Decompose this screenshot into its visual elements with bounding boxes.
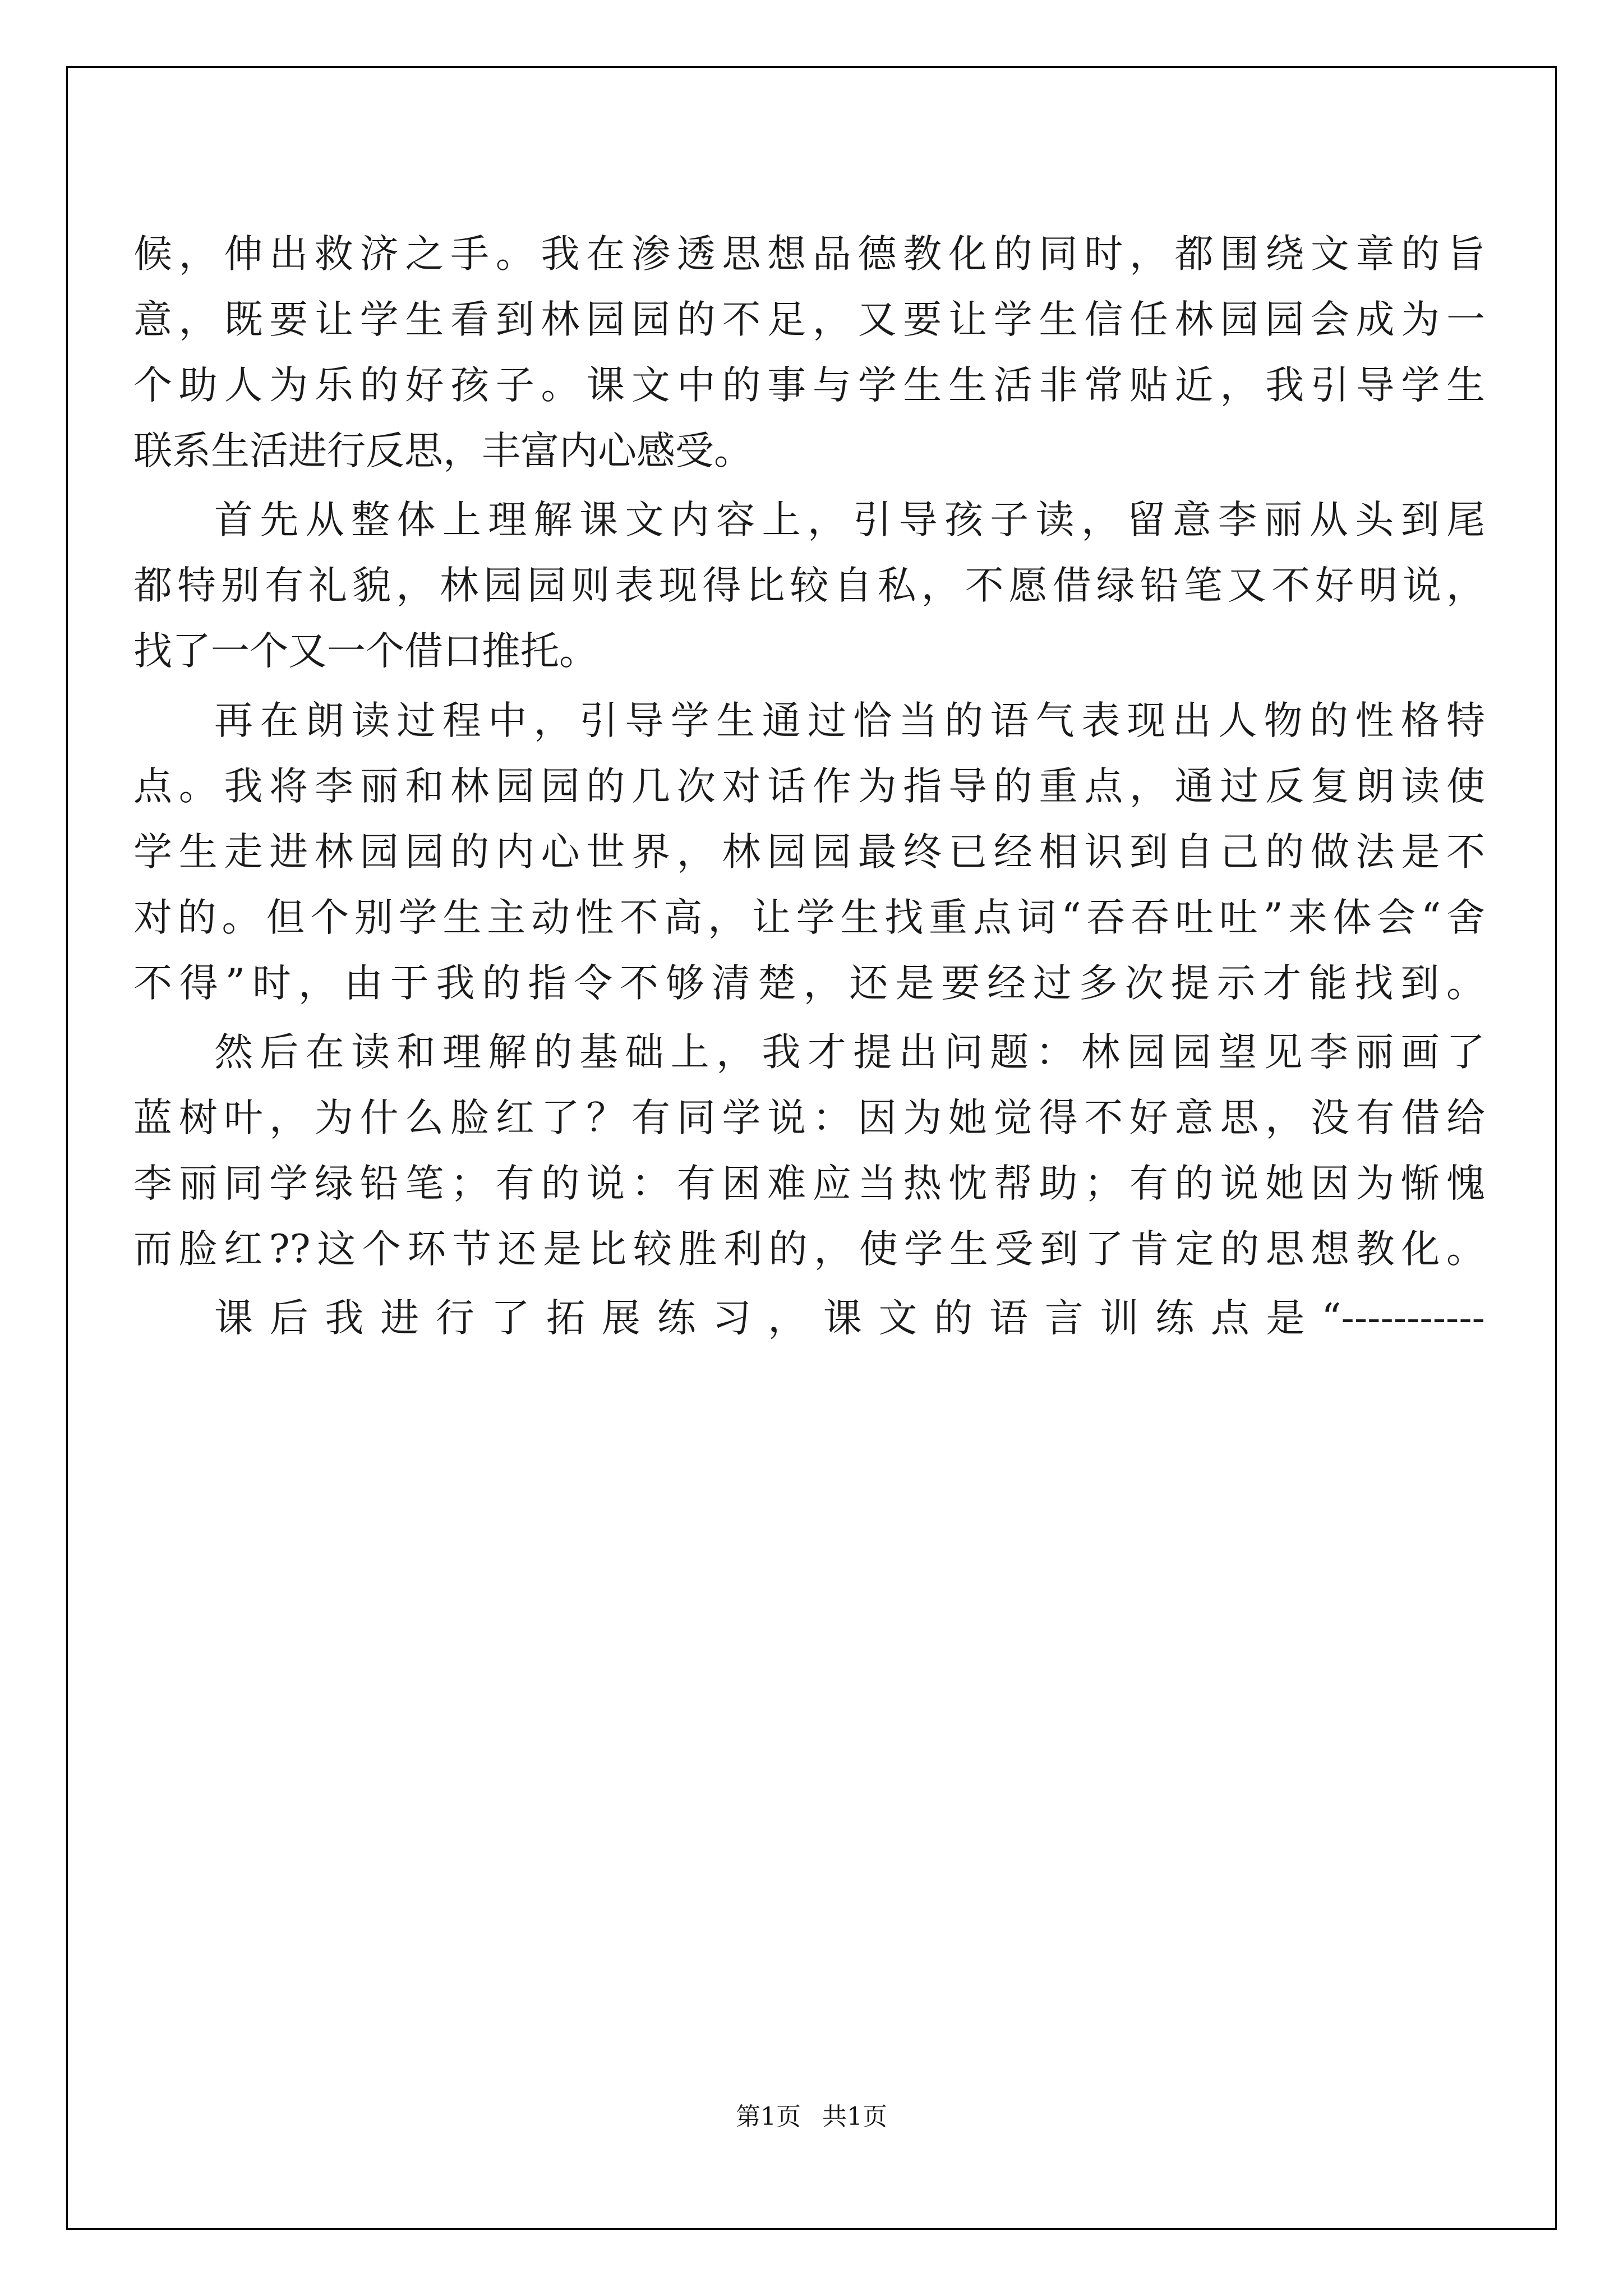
text-line: 都特别有礼貌，林园园则表现得比较自私，不愿借绿铅笔又不好明说，	[133, 563, 1485, 608]
paragraph-start-line: 首先从整体上理解课文内容上，引导孩子读，留意李丽从头到尾	[214, 498, 1485, 542]
paragraph-start-line: 然后在读和理解的基础上，我才提出问题：林园园望见李丽画了	[214, 1030, 1485, 1075]
text-line: 蓝树叶，为什么脸红了？有同学说：因为她觉得不好意思，没有借给	[133, 1096, 1485, 1140]
page-total: 共1页	[822, 2102, 887, 2131]
page-number: 第1页	[736, 2102, 801, 2131]
page-footer	[0, 2100, 1623, 2134]
paragraph-start-line: 再在朗读过程中，引导学生通过恰当的语气表现出人物的性格特	[214, 698, 1485, 743]
paragraph-start-line: 课后我进行了拓展练习，课文的语言训练点是“-----------	[214, 1296, 1485, 1341]
text-line: 个助人为乐的好孩子。课文中的事与学生生活非常贴近，我引导学生	[133, 363, 1485, 408]
text-line: 学生走进林园园的内心世界，林园园最终已经相识到自己的做法是不	[133, 830, 1485, 875]
text-line: 不得”时，由于我的指令不够清楚，还是要经过多次提示才能找到。	[133, 961, 1485, 1006]
text-line: 候，伸出救济之手。我在渗透思想品德教化的同时，都围绕文章的旨	[133, 232, 1485, 277]
text-line: 而脸红??这个环节还是比较胜利的，使学生受到了肯定的思想教化。	[133, 1227, 1485, 1272]
text-line: 联系生活进行反思，丰富内心感受。	[133, 429, 753, 473]
text-line: 点。我将李丽和林园园的几次对话作为指导的重点，通过反复朗读使	[133, 764, 1485, 809]
text-line: 李丽同学绿铅笔；有的说：有困难应当热忱帮助；有的说她因为惭愧	[133, 1161, 1485, 1206]
text-line: 意，既要让学生看到林园园的不足，又要让学生信任林园园会成为一	[133, 297, 1485, 342]
text-line: 对的。但个别学生主动性不高，让学生找重点词“吞吞吐吐”来体会“舍	[133, 895, 1485, 940]
text-line: 找了一个又一个借口推托。	[133, 629, 598, 674]
document-body	[133, 0, 1490, 2296]
